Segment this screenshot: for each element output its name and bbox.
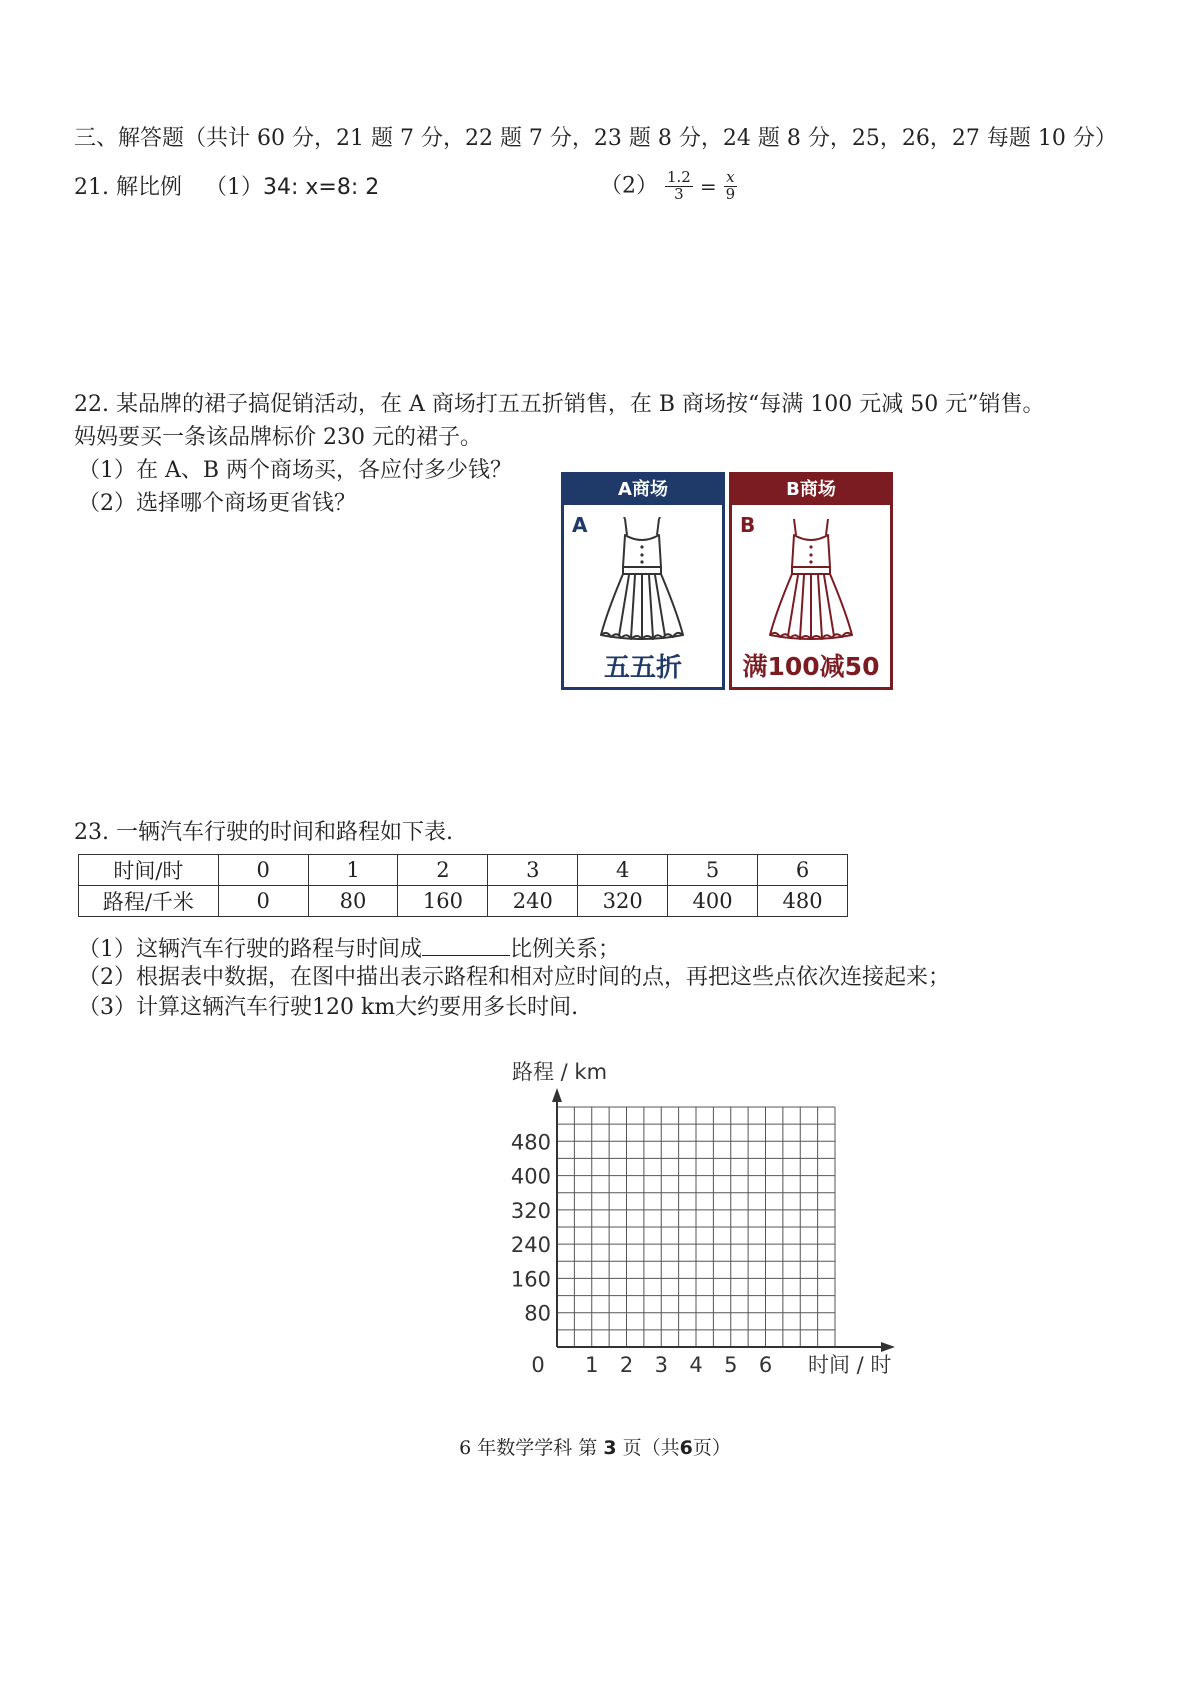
table-cell: 1	[308, 855, 398, 886]
q21-part2-prefix: （2）	[600, 173, 658, 199]
y-tick-labels	[511, 1130, 551, 1325]
x-tick-label: 4	[689, 1353, 703, 1377]
poster-b-slogan: 满100减50	[742, 652, 880, 681]
poster-b-header: B商场	[732, 475, 890, 505]
q23-sub1-tail: 比例关系；	[510, 937, 621, 962]
poster-a-slogan: 五五折	[603, 653, 682, 683]
q23-sub1-text: （1）这辆汽车行驶的路程与时间成	[78, 937, 422, 962]
x-tick-labels	[585, 1353, 772, 1377]
poster-b	[729, 472, 893, 690]
q23-sub3: （3）计算这辆汽车行驶120 km大约要用多长时间.	[78, 995, 579, 1020]
table-cell: 240	[488, 886, 578, 917]
table-cell: 5	[668, 855, 758, 886]
grid-lines	[557, 1107, 835, 1347]
y-tick-label: 80	[524, 1301, 551, 1326]
equals-sign: =	[699, 174, 717, 199]
fraction-left-denominator: 3	[674, 184, 684, 203]
x-tick-label: 5	[724, 1353, 738, 1377]
x-tick-label: 3	[654, 1353, 668, 1377]
origin-label: 0	[531, 1353, 545, 1377]
q23-sub2: （2）根据表中数据，在图中描出表示路程和相对应时间的点，再把这些点依次连接起来；	[78, 965, 951, 990]
table-cell: 320	[578, 886, 668, 917]
table-cell: 6	[758, 855, 848, 886]
q21-part1	[205, 177, 379, 199]
coordinate-grid	[490, 1050, 930, 1390]
x-axis-arrow-icon	[881, 1342, 895, 1352]
q21-part1-expr: 34: x=8: 2	[263, 175, 380, 200]
table-cell: 2	[398, 855, 488, 886]
fraction-left-numerator: 1.2	[667, 168, 691, 186]
fraction-right	[724, 170, 738, 203]
q21-part2	[600, 170, 737, 203]
x-axis-label: 时间 / 时	[808, 1353, 892, 1377]
poster-a-header: A商场	[564, 475, 722, 505]
fraction-right-numerator: x	[724, 170, 738, 187]
footer-page-label: 第	[578, 1437, 598, 1459]
poster-a-letter: A	[572, 513, 588, 537]
x-tick-label: 2	[619, 1353, 634, 1377]
table-row	[79, 855, 848, 886]
page-footer	[0, 1433, 1190, 1460]
footer-subject: 6 年数学学科	[459, 1437, 573, 1459]
poster-b-letter: B	[740, 513, 756, 537]
dress-icon	[766, 517, 856, 642]
footer-total-suffix: 页）	[692, 1437, 731, 1459]
fraction-left	[665, 170, 693, 203]
table-cell: 480	[758, 886, 848, 917]
q22-sub1: （1）在 A、B 两个商场买，各应付多少钱？	[78, 458, 513, 483]
section-title: 三、解答题（共计 60 分，21 题 7 分，22 题 7 分，23 题 8 分，24 题 8 分，25，26，27 每题 10 分）	[74, 126, 1117, 151]
table-row-header: 时间/时	[79, 855, 219, 886]
table-cell: 3	[488, 855, 578, 886]
y-axis-label: 路程 / km	[512, 1060, 608, 1084]
dress-icon	[597, 517, 687, 642]
q23-intro: 23. 一辆汽车行驶的时间和路程如下表.	[74, 820, 453, 845]
table-cell: 4	[578, 855, 668, 886]
y-tick-label: 240	[510, 1233, 551, 1258]
table-cell: 0	[218, 855, 308, 886]
q21-part1-prefix: （1）	[205, 175, 263, 200]
answer-blank[interactable]	[422, 937, 510, 956]
table-cell: 160	[398, 886, 488, 917]
x-tick-label: 6	[758, 1353, 773, 1377]
footer-page-suffix: 页（共	[622, 1437, 680, 1459]
y-tick-label: 320	[510, 1198, 551, 1223]
footer-page-number: 3	[603, 1437, 617, 1459]
q23-sub1	[78, 937, 620, 961]
footer-total: 6	[679, 1437, 693, 1459]
poster-a	[561, 472, 725, 690]
y-tick-label: 480	[510, 1130, 551, 1155]
fraction-right-denominator: 9	[725, 184, 736, 203]
y-tick-label: 400	[510, 1164, 551, 1189]
x-tick-label: 1	[585, 1353, 599, 1377]
time-distance-table	[78, 854, 848, 917]
q22-line1: 22. 某品牌的裙子搞促销活动，在 A 商场打五五折销售，在 B 商场按“每满 100 元减 50 元”销售。	[74, 392, 1045, 417]
table-row-header: 路程/千米	[79, 886, 219, 917]
y-tick-label: 160	[510, 1267, 551, 1292]
table-cell: 0	[218, 886, 308, 917]
y-axis-arrow-icon	[552, 1088, 562, 1102]
q22-line2: 妈妈要买一条该品牌标价 230 元的裙子。	[74, 425, 482, 450]
table-cell: 400	[668, 886, 758, 917]
q22-sub2: （2）选择哪个商场更省钱？	[78, 491, 356, 516]
table-row	[79, 886, 848, 917]
table-cell: 80	[308, 886, 398, 917]
q21-label: 21. 解比例	[74, 175, 182, 200]
